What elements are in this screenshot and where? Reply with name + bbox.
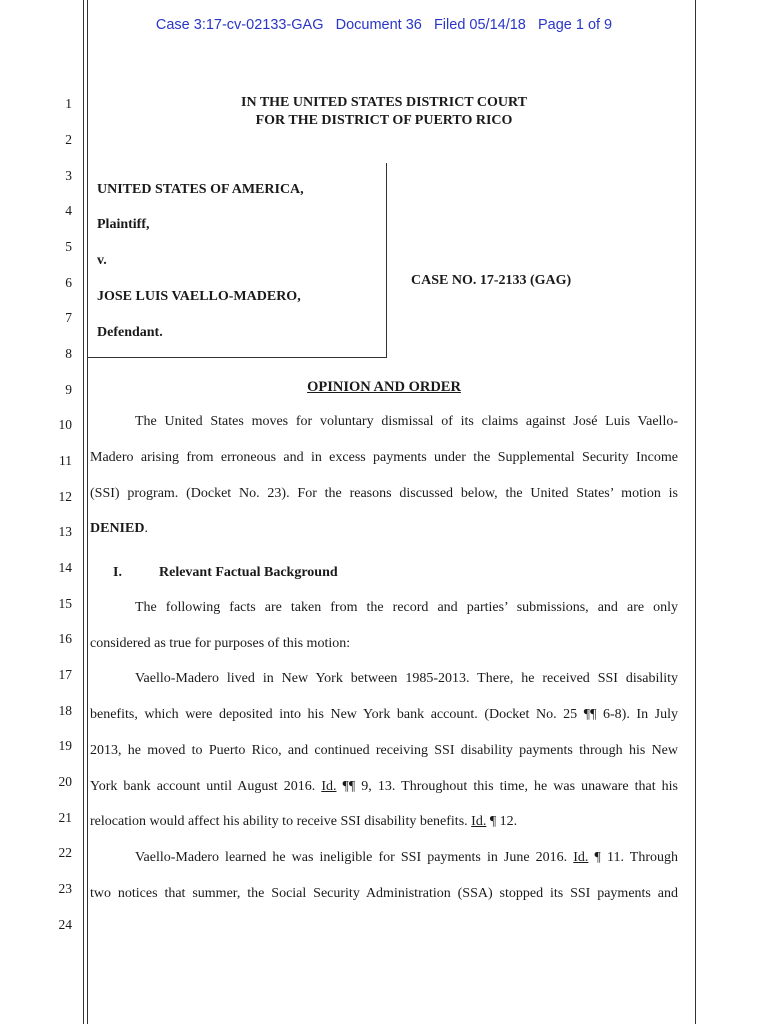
body-text: York bank account until August 2016. <box>90 779 316 794</box>
body-text: ¶ 11. Through <box>594 850 678 865</box>
line-number: 14 <box>58 560 72 575</box>
body-line <box>90 521 678 537</box>
body-line: two notices that summer, the Social Security Administration (SSA) stopped its SSI payments and <box>90 886 678 901</box>
line-number: 19 <box>58 738 72 753</box>
ruling-period: . <box>144 521 148 536</box>
line-number: 16 <box>58 631 72 646</box>
document-title: OPINION AND ORDER <box>307 379 461 395</box>
right-margin-rule <box>695 0 696 1024</box>
section-number: I. <box>113 565 122 580</box>
line-number: 8 <box>65 346 72 361</box>
body-line: The following facts are taken from the record and parties’ submissions, and are only <box>135 600 678 615</box>
body-line <box>135 850 678 866</box>
line-number: 1 <box>65 96 72 111</box>
line-number: 18 <box>58 703 72 718</box>
filing-header <box>0 17 768 33</box>
case-number-stamp: Case 3:17-cv-02133-GAG <box>155 17 324 33</box>
id-citation: Id. <box>471 814 487 829</box>
body-line: The United States moves for voluntary dismissal of its claims against José Luis Vaello- <box>135 414 678 429</box>
line-number: 2 <box>65 132 72 147</box>
left-margin-rule-inner <box>87 0 88 1024</box>
line-number: 7 <box>65 310 72 325</box>
court-name-line-1: IN THE UNITED STATES DISTRICT COURT <box>241 95 527 110</box>
body-line <box>90 779 678 795</box>
line-number: 17 <box>58 667 72 682</box>
line-number: 12 <box>58 489 72 504</box>
section-heading: Relevant Factual Background <box>159 565 338 580</box>
body-line: benefits, which were deposited into his New York bank account. (Docket No. 25 ¶¶ 6-8). In July <box>90 707 678 722</box>
line-number: 10 <box>58 417 72 432</box>
case-number: CASE NO. 17-2133 (GAG) <box>411 273 572 288</box>
body-line: considered as true for purposes of this motion: <box>90 636 351 651</box>
page-number-stamp: Page 1 of 9 <box>537 17 613 33</box>
line-number: 6 <box>65 275 72 290</box>
defendant-name: JOSE LUIS VAELLO-MADERO, <box>97 289 301 304</box>
versus: v. <box>97 253 107 268</box>
body-line: 2013, he moved to Puerto Rico, and continued receiving SSI disability payments through his New <box>90 743 678 758</box>
defendant-role: Defendant. <box>97 325 163 340</box>
body-line: (SSI) program. (Docket No. 23). For the reasons discussed below, the United States’ motion is <box>90 486 678 501</box>
line-number: 24 <box>58 917 72 932</box>
body-text: Vaello-Madero learned he was ineligible for SSI payments in June 2016. <box>135 850 568 865</box>
line-number: 11 <box>59 453 72 468</box>
line-number: 3 <box>65 168 72 183</box>
document-number-stamp: Document 36 <box>335 17 422 33</box>
line-number: 13 <box>58 524 72 539</box>
id-citation: Id. <box>573 850 589 865</box>
plaintiff-name: UNITED STATES OF AMERICA, <box>97 182 304 197</box>
line-number: 21 <box>58 810 72 825</box>
body-text: ¶¶ 9, 13. Throughout this time, he was unaware that his <box>342 779 678 794</box>
line-number: 23 <box>58 881 72 896</box>
body-text: relocation would affect his ability to receive SSI disability benefits. <box>90 814 468 829</box>
body-line: Vaello-Madero lived in New York between 1985-2013. There, he received SSI disability <box>135 671 678 686</box>
left-margin-rule-outer <box>83 0 84 1024</box>
body-line <box>90 814 678 830</box>
line-number: 20 <box>58 774 72 789</box>
body-text: ¶ 12. <box>489 814 518 829</box>
line-number: 9 <box>65 382 72 397</box>
line-number: 5 <box>65 239 72 254</box>
line-number: 22 <box>58 845 72 860</box>
body-line: Madero arising from erroneous and in excess payments under the Supplemental Security Income <box>90 450 678 465</box>
ruling-denied: DENIED <box>90 521 145 536</box>
court-name-line-2: FOR THE DISTRICT OF PUERTO RICO <box>255 113 513 128</box>
filed-date-stamp: Filed 05/14/18 <box>433 17 526 33</box>
line-number: 4 <box>65 203 72 218</box>
line-number: 15 <box>58 596 72 611</box>
plaintiff-role: Plaintiff, <box>97 217 150 232</box>
id-citation: Id. <box>321 779 337 794</box>
